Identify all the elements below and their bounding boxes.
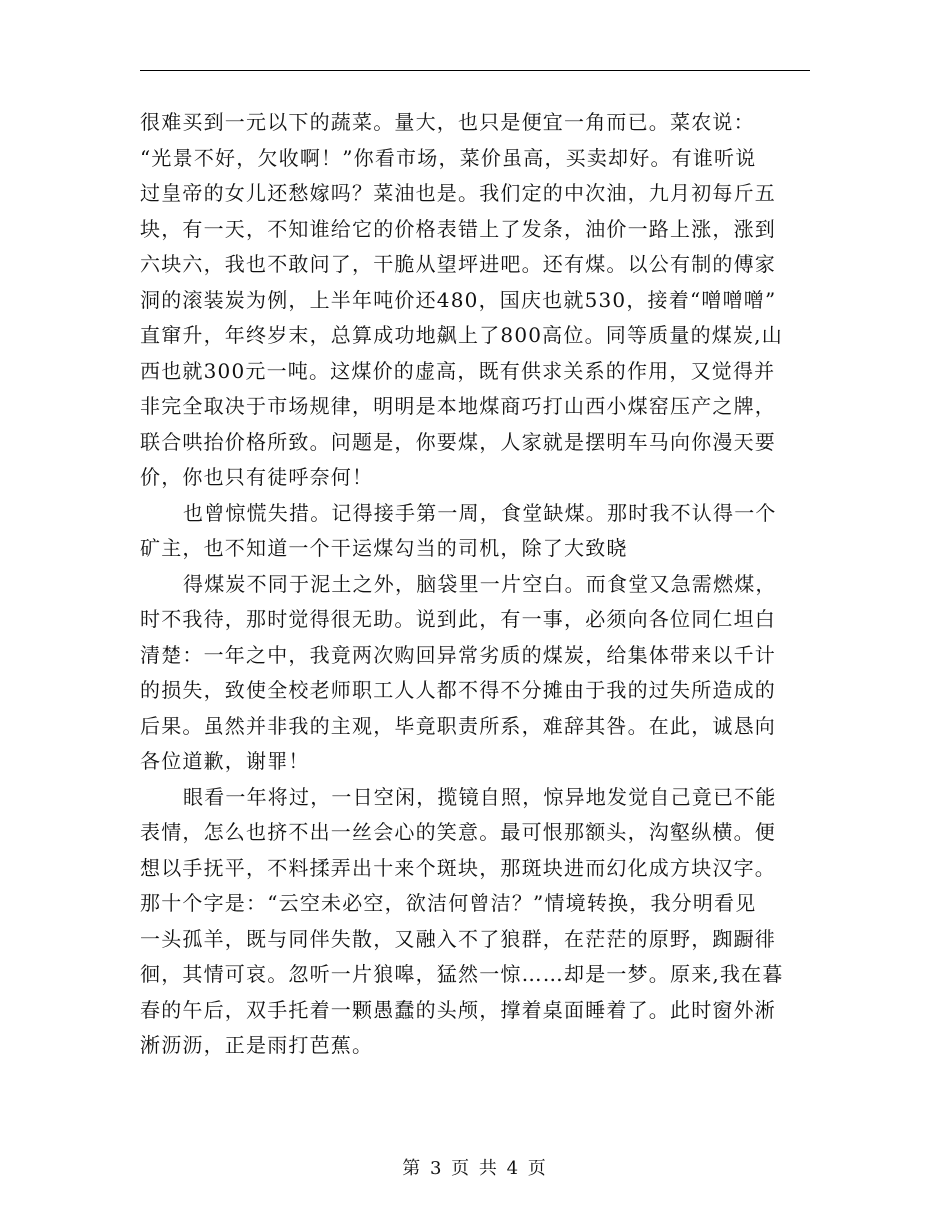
text-line: 价，你也只有徒呼奈何！ <box>140 465 374 489</box>
text-line: 联合哄抬价格所致。问题是，你要煤，人家就是摆明车马向你漫天要 <box>140 429 776 454</box>
text-line: 六块六，我也不敢问了，干脆从望坪进吧。还有煤。以公有制的傅家 <box>140 252 776 276</box>
text-line: 表情，怎么也挤不出一丝会心的笑意。最可恨那额头，沟壑纵横。便 <box>140 820 776 844</box>
text-line: 得煤炭不同于泥土之外，脑袋里一片空白。而食堂又急需燃煤， <box>183 571 777 596</box>
text-line: 淅沥沥，正是雨打芭蕉。 <box>140 1033 374 1057</box>
document-body <box>140 105 810 1064</box>
text-line: 清楚：一年之中，我竟两次购回异常劣质的煤炭，给集体带来以千计 <box>140 642 776 667</box>
text-line: 西也就300元一吨。这煤价的虚高，既有供求关系的作用，又觉得并 <box>140 358 776 383</box>
text-line: 眼看一年将过，一日空闲，揽镜自照，惊异地发觉自己竟已不能 <box>183 784 777 809</box>
text-line: 也曾惊慌失措。记得接手第一周，食堂缺煤。那时我不认得一个 <box>183 500 777 525</box>
text-line: 后果。虽然并非我的主观，毕竟职责所系，难辞其咎。在此，诚恳向 <box>140 713 776 738</box>
text-line: 洞的滚装炭为例，上半年吨价还480，国庆也就530，接着“噌噌噌” <box>140 287 777 312</box>
text-line: 想以手抚平，不料揉弄出十来个斑块，那斑块进而幻化成方块汉字。 <box>140 855 776 880</box>
text-line: 春的午后，双手托着一颗愚蠢的头颅，撑着桌面睡着了。此时窗外淅 <box>140 997 776 1022</box>
text-line: 过皇帝的女儿还愁嫁吗？菜油也是。我们定的中次油，九月初每斤五 <box>140 181 776 205</box>
text-line: 非完全取决于市场规律，明明是本地煤商巧打山西小煤窑压产之牌， <box>140 394 776 418</box>
text-line: 各位道歉，谢罪！ <box>140 749 310 773</box>
text-line: 矿主，也不知道一个干运煤勾当的司机，除了大致晓 <box>140 536 628 560</box>
page-footer: 第 3 页 共 4 页 <box>402 1158 548 1179</box>
text-line: 徊，其情可哀。忽听一片狼嗥，猛然一惊……却是一梦。原来,我在暮 <box>140 962 784 986</box>
text-line: 的损失，致使全校老师职工人人都不得不分摊由于我的过失所造成的 <box>140 678 776 702</box>
text-line: 很难买到一元以下的蔬菜。量大，也只是便宜一角而已。菜农说： <box>140 110 755 134</box>
header-rule <box>140 70 810 71</box>
text-line: 块，有一天，不知谁给它的价格表错上了发条，油价一路上涨，涨到 <box>140 216 776 241</box>
text-line: 时不我待，那时觉得很无助。说到此，有一事，必须向各位同仁坦白 <box>140 607 776 631</box>
text-line: 直窜升，年终岁末，总算成功地飙上了800高位。同等质量的煤炭,山 <box>140 323 783 347</box>
text-line: 那十个字是：“云空未必空，欲洁何曾洁？”情境转换，我分明看见 <box>140 891 757 915</box>
text-line: 一头孤羊，既与同伴失散，又融入不了狼群，在茫茫的原野，踟蹰徘 <box>140 926 776 951</box>
text-line: “光景不好，欠收啊！”你看市场，菜价虽高，买卖却好。有谁听说 <box>140 145 757 170</box>
